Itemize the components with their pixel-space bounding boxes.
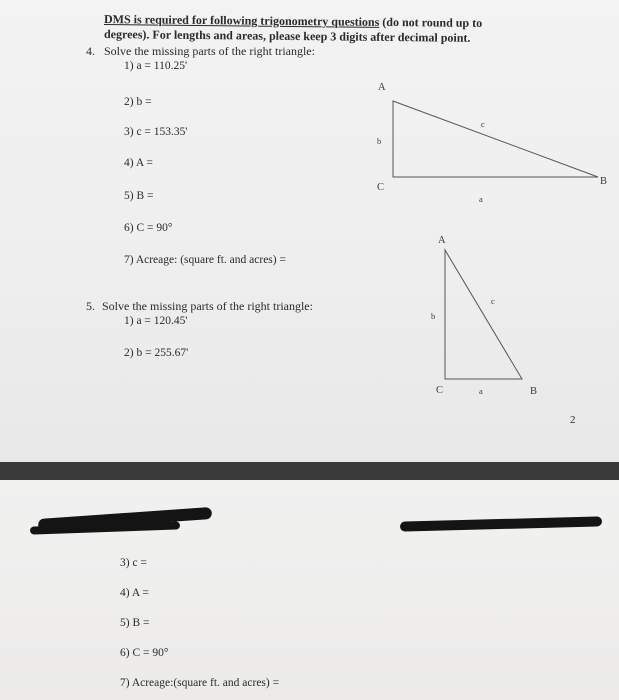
problem-4-item-3: 3) c = 153.35' — [124, 126, 188, 138]
continued-item-5: 5) B = — [120, 617, 150, 629]
header-line-2: degrees). For lengths and areas, please keep 3 digits after decimal point. — [103, 27, 471, 45]
triangle-4-label-a: a — [479, 194, 483, 204]
problem-4-item-5: 5) B = — [124, 190, 154, 202]
triangle-4-label-C: C — [377, 182, 385, 193]
problem-4-number: 4. — [86, 44, 95, 58]
problem-4-item-6: 6) C = 90° — [124, 222, 173, 234]
page-bottom-sheet — [0, 480, 619, 700]
problem-4-item-7: 7) Acreage: (square ft. and acres) = — [124, 254, 286, 266]
header-line-1-rest: (do not round up to — [379, 14, 483, 30]
triangle-5-label-c: c — [491, 296, 495, 306]
triangle-4-label-b: b — [377, 136, 382, 146]
continued-item-7: 7) Acreage:(square ft. and acres) = — [120, 677, 280, 689]
problem-4-instruction: Solve the missing parts of the right triangle: — [104, 44, 315, 58]
problem-5-item-1: 1) a = 120.45' — [124, 315, 188, 327]
triangle-4-label-A: A — [378, 82, 386, 93]
triangle-5-label-C: C — [436, 385, 444, 396]
triangle-5-label-a: a — [479, 386, 483, 396]
problem-4-item-1: 1) a = 110.25' — [124, 60, 188, 72]
triangle-5-label-b: b — [431, 311, 436, 321]
continued-item-4: 4) A = — [120, 587, 149, 599]
problem-5-number: 5. — [86, 299, 95, 313]
page-divider-strip — [0, 462, 619, 480]
page-number: 2 — [570, 414, 576, 426]
triangle-4-label-c: c — [481, 119, 485, 129]
triangle-5-label-B: B — [530, 386, 538, 397]
continued-item-6: 6) C = 90° — [120, 647, 169, 659]
triangle-4-label-B: B — [600, 176, 608, 187]
header-dms-underlined: DMS is required for following trigonometry questions — [103, 12, 380, 29]
triangle-5-shape — [445, 250, 522, 379]
problem-4-item-4: 4) A = — [124, 157, 153, 169]
problem-4-item-2: 2) b = — [124, 96, 152, 108]
triangle-5-label-A: A — [438, 235, 446, 246]
problem-5-instruction: Solve the missing parts of the right triangle: — [102, 299, 313, 313]
continued-item-3: 3) c = — [120, 557, 147, 569]
problem-5-item-2: 2) b = 255.67' — [124, 347, 189, 359]
